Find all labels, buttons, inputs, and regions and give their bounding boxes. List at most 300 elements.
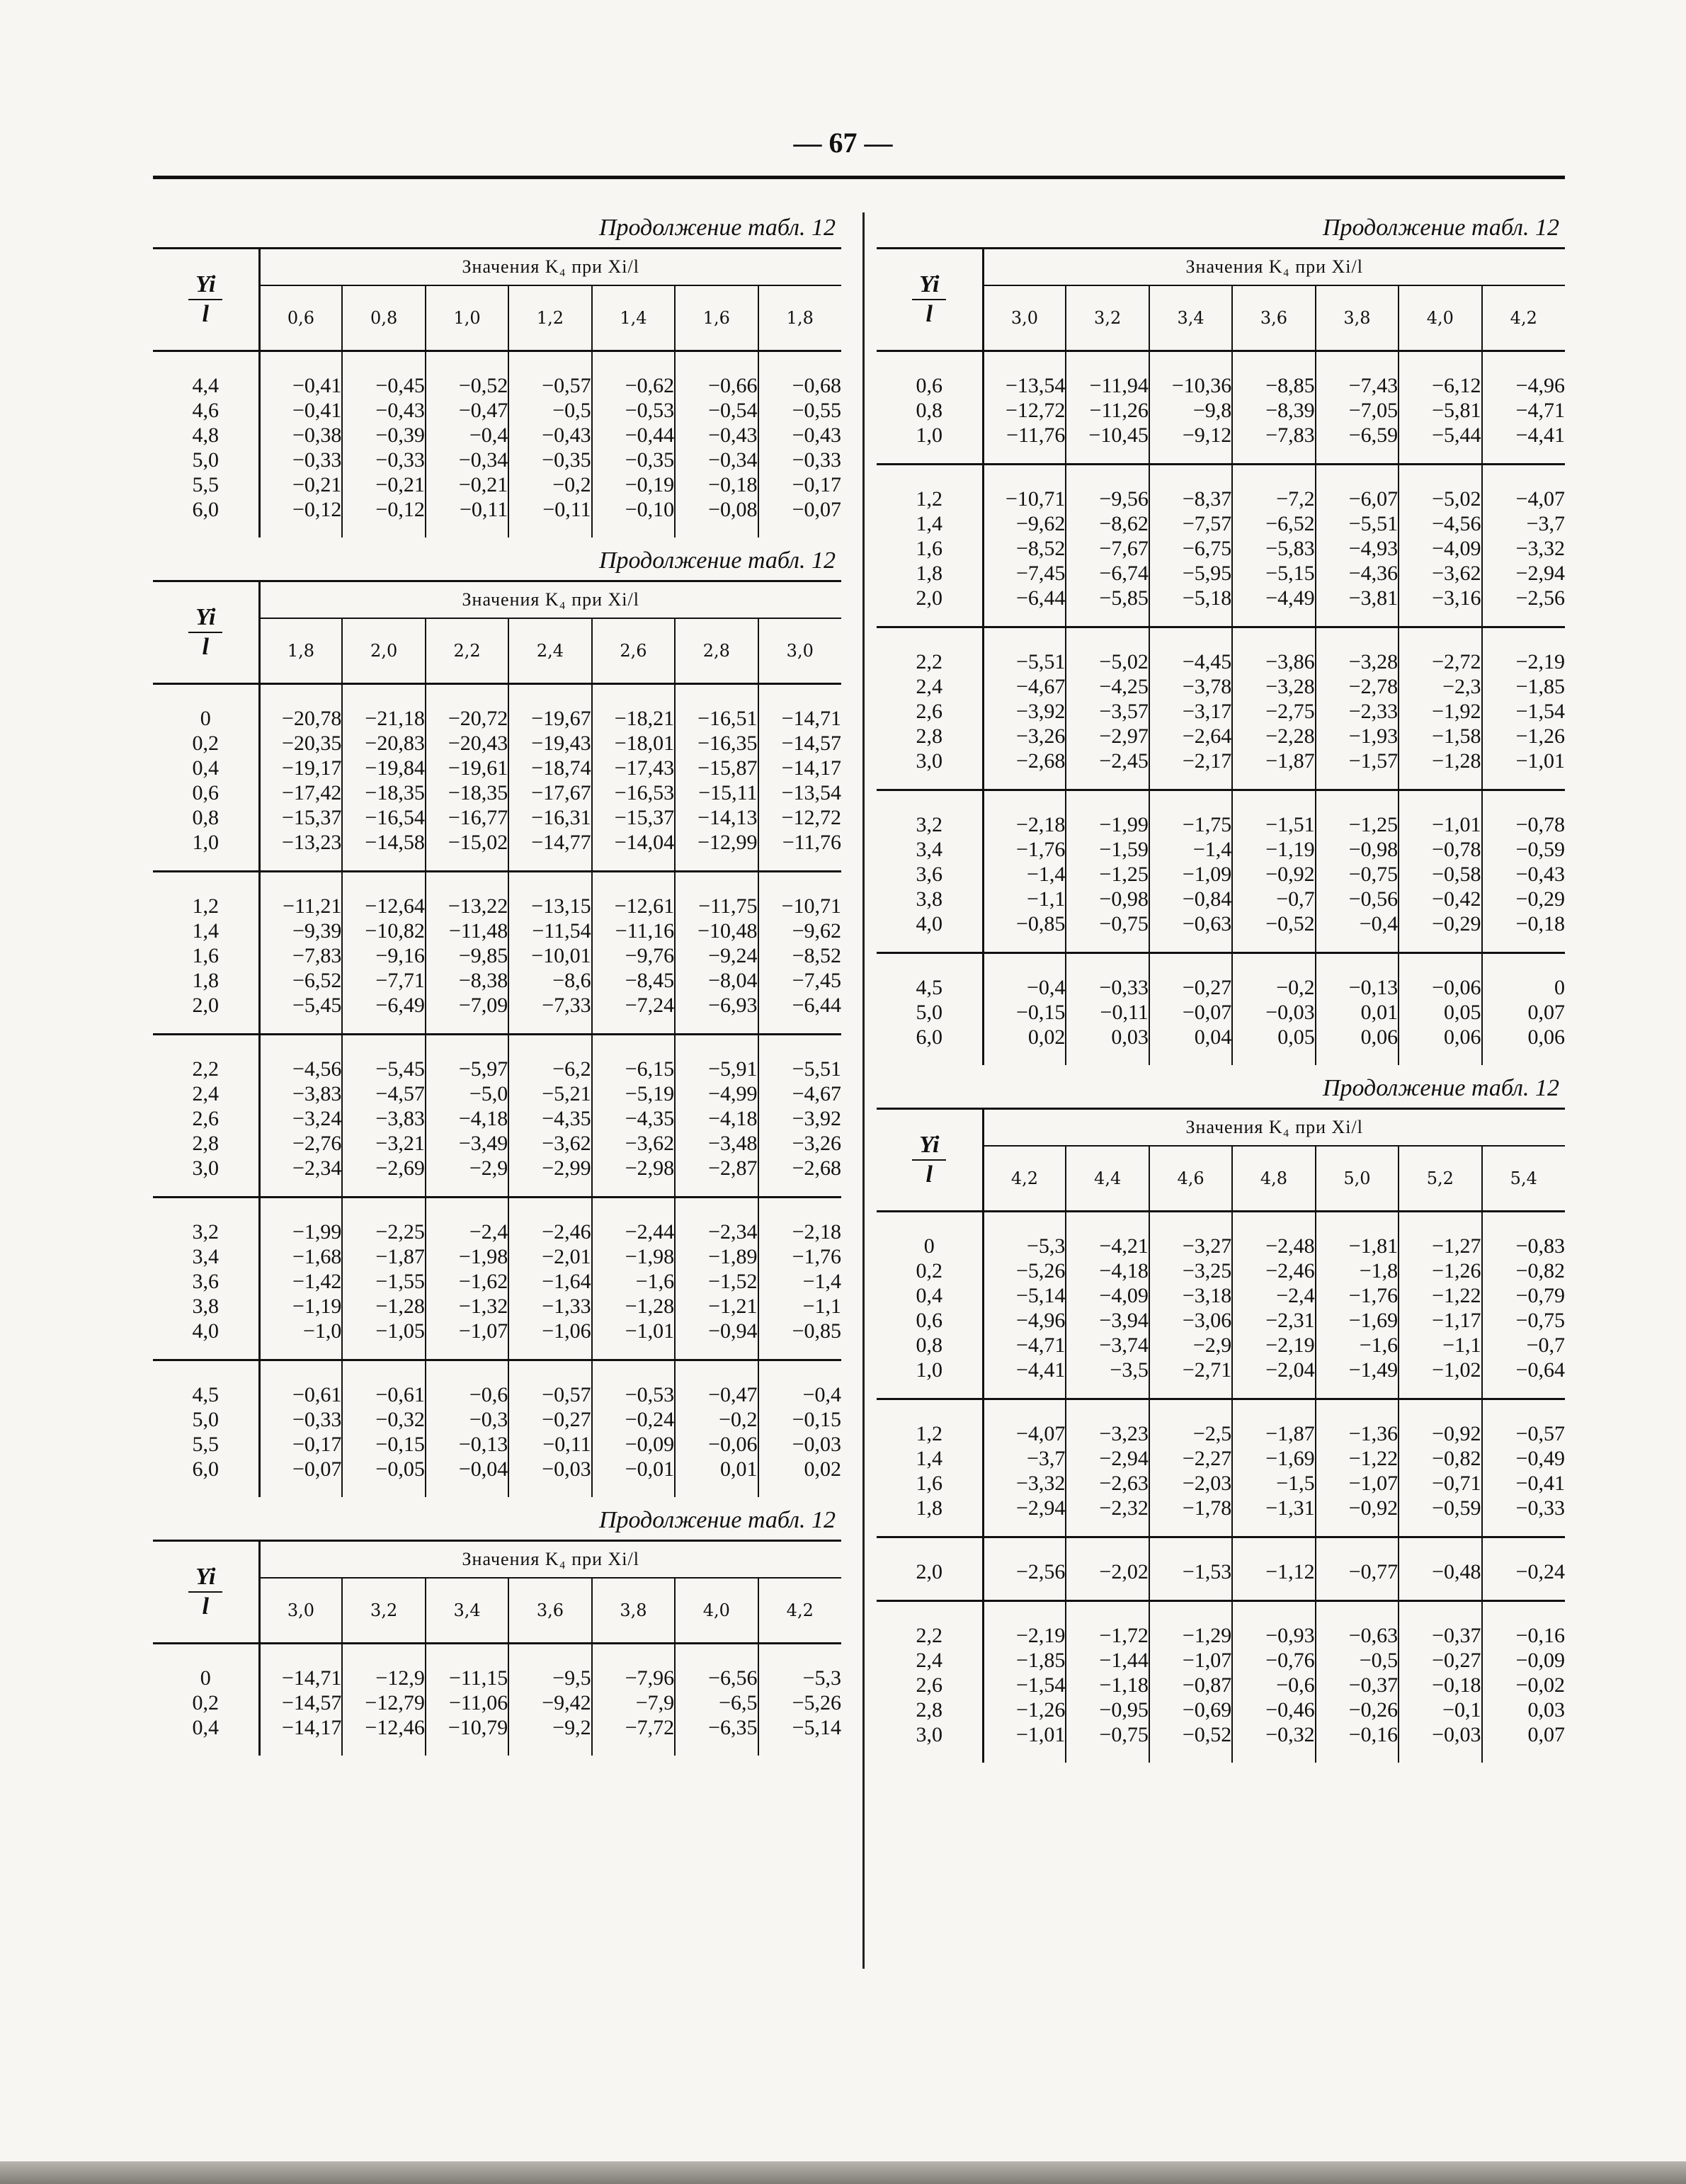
table-row <box>877 536 1565 561</box>
left-column <box>153 209 841 1760</box>
table-row <box>153 497 841 538</box>
header-row <box>153 1541 841 1579</box>
k4-value: 0,06 <box>1399 1025 1481 1065</box>
k4-value: −1,8 <box>1316 1258 1399 1283</box>
y-value: 1,6 <box>877 1471 983 1496</box>
k4-value: −0,47 <box>426 398 508 423</box>
k4-value: −11,06 <box>426 1690 508 1715</box>
y-value: 1,2 <box>153 872 259 919</box>
y-value: 0 <box>877 1212 983 1259</box>
table-row <box>877 790 1565 838</box>
y-value: 0,2 <box>153 731 259 756</box>
k4-value: −1,99 <box>259 1198 342 1245</box>
table-block <box>153 1501 841 1756</box>
y-value: 1,4 <box>877 1446 983 1471</box>
k4-value: −2,33 <box>1316 699 1399 724</box>
table-row <box>153 1319 841 1360</box>
k4-value: −0,55 <box>758 398 841 423</box>
y-value: 6,0 <box>153 1457 259 1497</box>
k4-value: −4,36 <box>1316 561 1399 586</box>
k4-value: −0,61 <box>259 1360 342 1408</box>
k4-value: −0,75 <box>1066 911 1149 953</box>
k4-value: −2,19 <box>1232 1333 1315 1358</box>
k4-value: −1,26 <box>1399 1258 1481 1283</box>
k4-value: −5,95 <box>1149 561 1232 586</box>
x-column-header: 4,0 <box>675 1578 758 1644</box>
k4-value: −0,02 <box>1482 1673 1565 1697</box>
k4-value: −12,72 <box>758 805 841 830</box>
k4-value: −9,12 <box>1149 423 1232 465</box>
table-row <box>153 472 841 497</box>
k4-value: −2,75 <box>1232 699 1315 724</box>
k4-value: −11,16 <box>592 918 675 943</box>
k4-value: −0,06 <box>675 1432 758 1457</box>
k4-value: −0,15 <box>1016 1001 1066 1024</box>
k4-value: −0,47 <box>675 1360 758 1408</box>
k4-value: −9,2 <box>508 1715 591 1756</box>
k4-value: −0,03 <box>1232 1000 1315 1025</box>
k4-value: −4,67 <box>758 1081 841 1106</box>
k4-value: −5,14 <box>758 1715 841 1756</box>
k4-value: −2,4 <box>426 1198 508 1245</box>
k4-value: −14,04 <box>592 830 675 872</box>
k4-value: −2,68 <box>758 1156 841 1198</box>
k4-value: −0,24 <box>1482 1537 1565 1601</box>
row-group <box>877 953 1565 1066</box>
k4-value: −1,85 <box>1016 1649 1066 1672</box>
group-header: Значения K₄ при Xi/l <box>259 249 841 286</box>
k4-value: −9,5 <box>508 1644 591 1691</box>
row-group <box>153 1198 841 1360</box>
y-header <box>153 1541 259 1644</box>
y-over-l-label <box>188 603 222 661</box>
y-value: 1,2 <box>877 465 983 512</box>
table-row <box>153 1457 841 1497</box>
x-column-header: 0,6 <box>259 285 342 351</box>
k4-value: −14,77 <box>508 830 591 872</box>
k4-value: −0,75 <box>1482 1308 1565 1333</box>
table-row <box>877 1358 1565 1399</box>
header-row <box>153 249 841 286</box>
k4-value: −1,31 <box>1232 1496 1315 1537</box>
k4-value: −0,33 <box>292 448 342 472</box>
k4-value: −3,86 <box>1232 627 1315 675</box>
k4-value: −5,45 <box>292 994 342 1017</box>
k4-value: −2,28 <box>1232 724 1315 749</box>
k4-value: −0,42 <box>1399 887 1481 911</box>
x-column-header: 3,6 <box>508 1578 591 1644</box>
k4-value: −3,26 <box>758 1131 841 1156</box>
k4-value: −11,15 <box>426 1644 508 1691</box>
page-number: — 67 — <box>793 127 893 159</box>
k4-value: −3,7 <box>1482 511 1565 536</box>
k4-value: −0,37 <box>1399 1601 1481 1649</box>
table-row <box>877 398 1565 423</box>
k4-value: −12,9 <box>342 1644 425 1691</box>
k4-value: −7,83 <box>292 944 342 967</box>
k4-value: −0,27 <box>508 1407 591 1432</box>
table-caption: Продолжение табл. 12 <box>1322 215 1559 241</box>
k4-value: −1,81 <box>1316 1212 1399 1259</box>
y-denominator: l <box>925 301 933 327</box>
k4-value: −9,62 <box>758 918 841 943</box>
k4-value: −6,15 <box>592 1035 675 1082</box>
k4-value: −0,43 <box>342 398 425 423</box>
y-value: 0 <box>153 684 259 732</box>
y-value: 2,2 <box>877 1601 983 1649</box>
k4-value: −1,02 <box>1399 1358 1481 1399</box>
table-row <box>877 1601 1565 1649</box>
k4-value: −0,39 <box>342 423 425 448</box>
x-column-header: 1,0 <box>426 285 508 351</box>
k4-value: −2,5 <box>1149 1399 1232 1447</box>
k4-value: −4,18 <box>675 1106 758 1131</box>
k4-value: −1,22 <box>1399 1283 1481 1308</box>
k4-value: −3,21 <box>342 1131 425 1156</box>
header-row <box>877 1109 1565 1147</box>
k4-table <box>153 580 841 1497</box>
k4-value: −1,28 <box>1399 749 1481 790</box>
k4-value: −4,71 <box>1482 398 1565 423</box>
k4-value: 0,02 <box>758 1457 841 1497</box>
x-column-header: 2,6 <box>592 618 675 684</box>
k4-value: −20,35 <box>282 732 342 755</box>
x-column-header: 3,4 <box>1149 285 1232 351</box>
y-denominator: l <box>202 634 209 660</box>
k4-value: −16,35 <box>675 731 758 756</box>
k4-value: −1,58 <box>1399 724 1481 749</box>
row-group <box>153 684 841 872</box>
y-value: 1,6 <box>877 536 983 561</box>
x-column-header: 1,8 <box>758 285 841 351</box>
k4-value: −7,9 <box>592 1690 675 1715</box>
k4-value: −2,3 <box>1399 674 1481 699</box>
table-row <box>877 561 1565 586</box>
table-row <box>153 1269 841 1294</box>
k4-value: −1,21 <box>675 1294 758 1319</box>
k4-value: −1,87 <box>1232 1399 1315 1447</box>
k4-value: −12,79 <box>342 1690 425 1715</box>
table-row <box>153 1035 841 1082</box>
x-column-header: 4,2 <box>758 1578 841 1644</box>
k4-value: −0,59 <box>1399 1496 1481 1537</box>
table-row <box>877 699 1565 724</box>
table-row <box>877 1471 1565 1496</box>
table-row <box>153 1244 841 1269</box>
k4-value: −0,82 <box>1482 1258 1565 1283</box>
table-row <box>153 1081 841 1106</box>
k4-value: −0,26 <box>1316 1697 1399 1722</box>
k4-value: −0,75 <box>1316 862 1399 887</box>
k4-value: −0,92 <box>1232 862 1315 887</box>
k4-value: −5,26 <box>1016 1259 1066 1282</box>
table-row <box>877 586 1565 627</box>
table-row <box>153 756 841 780</box>
k4-value: −5,3 <box>1027 1234 1066 1258</box>
header-row <box>877 249 1565 286</box>
k4-value: −16,77 <box>426 805 508 830</box>
table-row <box>877 627 1565 675</box>
k4-value: −0,41 <box>292 374 342 397</box>
k4-value: 0,03 <box>1066 1025 1149 1065</box>
k4-value: −6,12 <box>1399 351 1481 399</box>
k4-value: −18,21 <box>592 684 675 732</box>
k4-value: −3,25 <box>1149 1258 1232 1283</box>
y-value: 0,6 <box>877 351 983 399</box>
k4-value: 0,07 <box>1482 1722 1565 1763</box>
k4-value: −0,69 <box>1149 1697 1232 1722</box>
k4-value: −0,43 <box>758 423 841 448</box>
k4-value: −3,57 <box>1066 699 1149 724</box>
k4-value: −0,87 <box>1149 1673 1232 1697</box>
k4-value: −8,04 <box>675 968 758 993</box>
k4-value: −0,21 <box>292 473 342 496</box>
k4-value: −0,34 <box>426 448 508 472</box>
k4-value: −0,11 <box>508 1432 591 1457</box>
k4-value: −4,96 <box>1016 1309 1066 1332</box>
k4-value: −0,78 <box>1399 837 1481 862</box>
k4-value: −0,52 <box>1232 911 1315 953</box>
k4-value: −11,21 <box>259 872 342 919</box>
k4-value: −1,85 <box>1482 674 1565 699</box>
k4-value: 0,05 <box>1232 1025 1315 1065</box>
k4-value: −11,76 <box>1006 423 1066 447</box>
k4-value: −19,84 <box>342 756 425 780</box>
k4-value: −8,62 <box>1066 511 1149 536</box>
k4-value: −7,83 <box>1232 423 1315 465</box>
k4-value: −3,48 <box>675 1131 758 1156</box>
k4-value: −2,68 <box>1016 749 1066 773</box>
k4-value: −14,71 <box>758 684 841 732</box>
k4-value: −1,36 <box>1316 1399 1399 1447</box>
y-value: 0,2 <box>153 1690 259 1715</box>
k4-value: −0,4 <box>1316 911 1399 953</box>
y-value: 2,2 <box>153 1035 259 1082</box>
k4-value: −1,4 <box>1149 837 1232 862</box>
x-column-header: 0,8 <box>342 285 425 351</box>
row-group <box>153 351 841 538</box>
row-group <box>877 1399 1565 1537</box>
k4-value: −1,53 <box>1149 1537 1232 1601</box>
k4-value: −6,52 <box>1232 511 1315 536</box>
k4-value: −1,26 <box>1016 1698 1066 1722</box>
y-value: 4,5 <box>153 1360 259 1408</box>
k4-value: −12,46 <box>342 1715 425 1756</box>
k4-value: −2,04 <box>1232 1358 1315 1399</box>
table-row <box>877 1399 1565 1447</box>
k4-value: −8,45 <box>592 968 675 993</box>
k4-value: 0 <box>1482 953 1565 1001</box>
table-row <box>877 1212 1565 1259</box>
k4-value: 0,05 <box>1399 1000 1481 1025</box>
k4-value: −15,02 <box>426 830 508 872</box>
k4-value: −0,11 <box>426 497 508 538</box>
k4-value: −8,38 <box>426 968 508 993</box>
k4-value: −0,2 <box>1232 953 1315 1001</box>
k4-value: −1,76 <box>1016 838 1066 861</box>
k4-value: −1,87 <box>1232 749 1315 790</box>
k4-value: −5,21 <box>508 1081 591 1106</box>
k4-value: −1,07 <box>1149 1648 1232 1673</box>
k4-value: −14,57 <box>282 1691 342 1714</box>
k4-value: −16,31 <box>508 805 591 830</box>
k4-value: −4,93 <box>1316 536 1399 561</box>
y-header <box>153 581 259 684</box>
x-column-header: 3,0 <box>758 618 841 684</box>
k4-value: −0,21 <box>342 472 425 497</box>
k4-value: −0,53 <box>592 1360 675 1408</box>
k4-value: −13,54 <box>1006 374 1066 397</box>
k4-value: −6,56 <box>675 1644 758 1691</box>
x-column-header: 2,8 <box>675 618 758 684</box>
y-value: 0,6 <box>877 1308 983 1333</box>
k4-value: −5,15 <box>1232 561 1315 586</box>
k4-value: 0,04 <box>1149 1025 1232 1065</box>
x-column-header: 2,4 <box>508 618 591 684</box>
row-group <box>877 1601 1565 1763</box>
table-caption: Продолжение табл. 12 <box>598 1507 836 1533</box>
k4-value: −18,35 <box>426 780 508 805</box>
k4-value: −0,07 <box>292 1457 342 1481</box>
x-column-header: 4,4 <box>1066 1146 1149 1212</box>
x-column-header: 5,4 <box>1482 1146 1565 1212</box>
k4-value: −0,43 <box>1482 862 1565 887</box>
k4-value: −0,76 <box>1232 1648 1315 1673</box>
k4-value: −0,41 <box>292 399 342 422</box>
group-header: Значения K₄ при Xi/l <box>983 249 1565 286</box>
k4-value: −2,76 <box>292 1132 342 1155</box>
k4-value: −2,56 <box>1482 586 1565 627</box>
y-value: 2,6 <box>877 1673 983 1697</box>
y-value: 4,5 <box>877 953 983 1001</box>
k4-value: −0,03 <box>1399 1722 1481 1763</box>
table-row <box>153 780 841 805</box>
k4-value: −2,34 <box>675 1198 758 1245</box>
k4-value: −0,93 <box>1232 1601 1315 1649</box>
k4-value: −0,35 <box>592 448 675 472</box>
k4-value: −8,52 <box>758 943 841 968</box>
k4-value: −5,91 <box>675 1035 758 1082</box>
y-value: 2,2 <box>877 627 983 675</box>
k4-value: −1,6 <box>1316 1333 1399 1358</box>
k4-value: −0,33 <box>1482 1496 1565 1537</box>
table-row <box>153 1715 841 1756</box>
k4-value: −0,85 <box>758 1319 841 1360</box>
k4-value: −7,09 <box>426 993 508 1035</box>
y-over-l-label <box>912 271 946 329</box>
k4-value: −20,78 <box>282 707 342 730</box>
k4-value: −8,52 <box>1016 537 1066 560</box>
k4-value: −19,17 <box>282 756 342 780</box>
header-row <box>153 581 841 619</box>
k4-value: −16,51 <box>675 684 758 732</box>
table-row <box>877 1722 1565 1763</box>
k4-value: −3,78 <box>1149 674 1232 699</box>
k4-value: −1,1 <box>1399 1333 1481 1358</box>
x-column-header: 4,2 <box>983 1146 1066 1212</box>
x-column-header: 3,6 <box>1232 285 1315 351</box>
k4-value: −2,72 <box>1399 627 1481 675</box>
k4-value: −0,83 <box>1482 1212 1565 1259</box>
k4-value: −5,85 <box>1066 586 1149 627</box>
y-value: 1,8 <box>153 968 259 993</box>
k4-value: −17,67 <box>508 780 591 805</box>
y-value: 0,4 <box>877 1283 983 1308</box>
k4-value: −12,61 <box>592 872 675 919</box>
k4-value: −1,42 <box>292 1270 342 1293</box>
k4-value: −0,52 <box>1149 1722 1232 1763</box>
y-value: 3,6 <box>153 1269 259 1294</box>
k4-value: −0,2 <box>675 1407 758 1432</box>
k4-value: −2,64 <box>1149 724 1232 749</box>
k4-value: −3,06 <box>1149 1308 1232 1333</box>
k4-value: −1,01 <box>1399 790 1481 838</box>
k4-value: −2,03 <box>1149 1471 1232 1496</box>
k4-value: −2,69 <box>342 1156 425 1198</box>
k4-value: −4,56 <box>259 1035 342 1082</box>
row-group <box>153 1360 841 1498</box>
table-row <box>153 918 841 943</box>
k4-value: −0,12 <box>342 497 425 538</box>
y-value: 3,4 <box>877 837 983 862</box>
k4-value: −0,62 <box>592 351 675 399</box>
scan-edge-strip <box>0 2161 1686 2184</box>
k4-value: −0,37 <box>1316 1673 1399 1697</box>
y-numerator: Yi <box>188 1563 222 1593</box>
k4-value: −0,27 <box>1399 1648 1481 1673</box>
y-value: 3,0 <box>877 749 983 790</box>
k4-value: −14,57 <box>758 731 841 756</box>
k4-value: −1,55 <box>342 1269 425 1294</box>
table-row <box>153 830 841 872</box>
k4-value: −1,28 <box>592 1294 675 1319</box>
k4-value: −1,29 <box>1149 1601 1232 1649</box>
table-block <box>877 209 1565 1065</box>
k4-value: −2,97 <box>1066 724 1149 749</box>
y-value: 1,0 <box>153 830 259 872</box>
column-divider <box>862 212 865 1969</box>
k4-value: −2,71 <box>1149 1358 1232 1399</box>
x-column-header: 3,2 <box>1066 285 1149 351</box>
table-row <box>877 674 1565 699</box>
row-group <box>877 351 1565 465</box>
k4-value: −0,63 <box>1316 1601 1399 1649</box>
k4-value: −12,72 <box>1006 399 1066 422</box>
k4-value: −15,37 <box>282 806 342 829</box>
k4-value: −3,62 <box>508 1131 591 1156</box>
k4-value: −0,33 <box>1066 953 1149 1001</box>
table-row <box>153 684 841 732</box>
k4-value: −3,17 <box>1149 699 1232 724</box>
k4-value: −0,82 <box>1399 1446 1481 1471</box>
k4-value: −2,9 <box>426 1156 508 1198</box>
k4-value: −0,35 <box>508 448 591 472</box>
y-value: 3,8 <box>153 1294 259 1319</box>
k4-value: −0,13 <box>426 1432 508 1457</box>
k4-value: −1,64 <box>508 1269 591 1294</box>
k4-value: −2,46 <box>1232 1258 1315 1283</box>
k4-value: −1,93 <box>1316 724 1399 749</box>
k4-value: −10,79 <box>426 1715 508 1756</box>
k4-value: −7,71 <box>342 968 425 993</box>
k4-value: −1,07 <box>1316 1471 1399 1496</box>
table-row <box>153 1432 841 1457</box>
y-numerator: Yi <box>188 271 222 300</box>
k4-value: −2,19 <box>983 1601 1066 1649</box>
k4-value: −0,29 <box>1482 887 1565 911</box>
row-group <box>877 1537 1565 1601</box>
k4-value: −5,51 <box>758 1035 841 1082</box>
